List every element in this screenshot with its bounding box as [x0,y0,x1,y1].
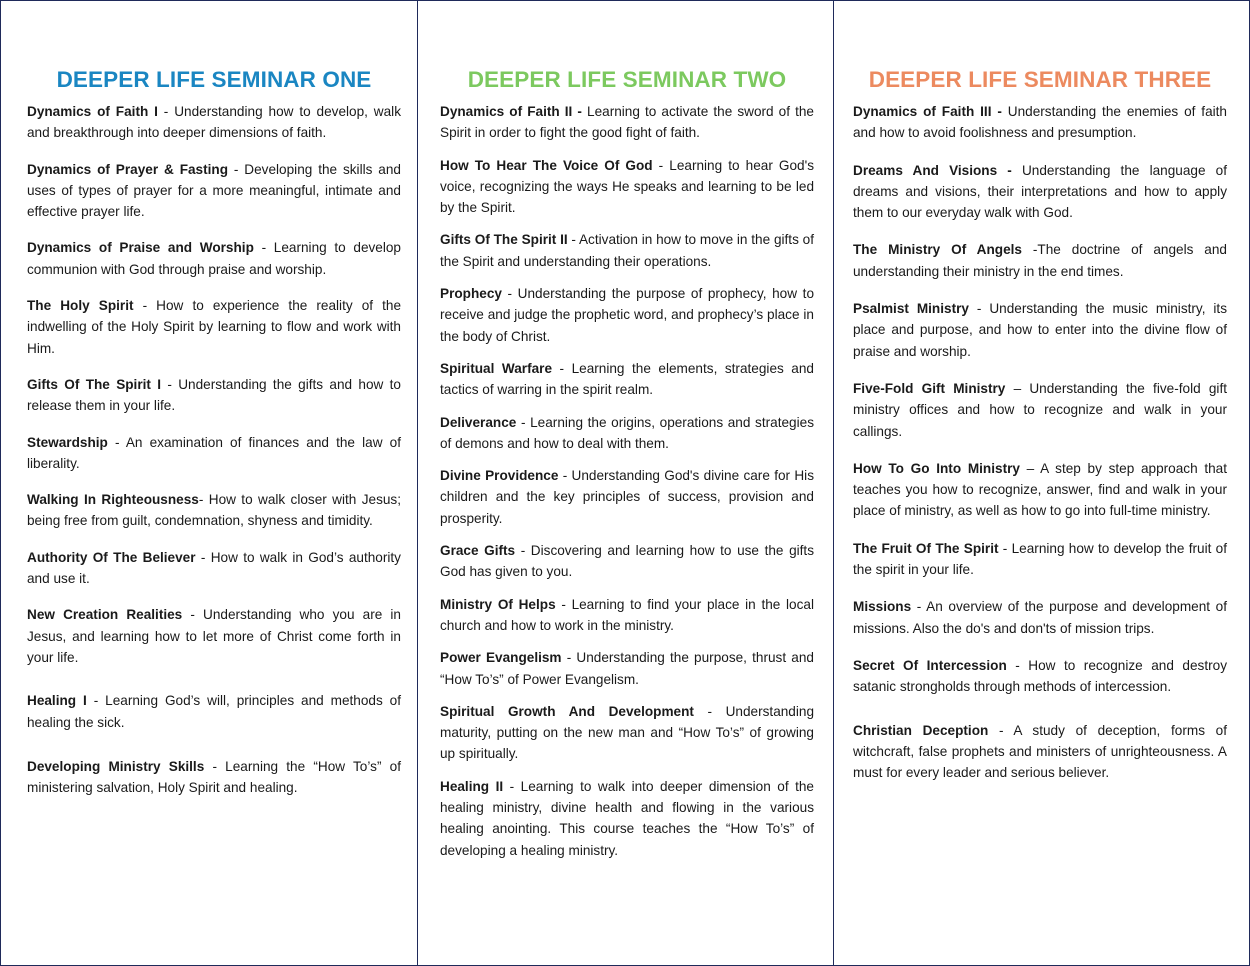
course-name: Dynamics of Faith I [27,104,158,119]
course-entry [440,647,814,690]
course-entry [27,604,401,668]
course-name: Spiritual Growth And Development [440,703,694,719]
course-description: - Learning how to develop the fruit of the spirit in your life. [853,540,1227,578]
course-description: - Learning the origins, operations and strategies of demons and how to deal with them. [440,414,814,451]
course-entry [27,374,401,417]
course-name: Ministry Of Helps [440,596,556,612]
course-entry [853,538,1227,581]
course-name: New Creation Realities [27,607,183,623]
course-name: Grace Gifts [440,543,516,559]
course-entry [440,229,814,272]
course-description: - Learning to walk into deeper dimension of the healing ministry, divine health and flowing in the various healing anointing. This course teaches the “How To’s” of developing a healing ministry. [440,778,814,858]
seminar-three-title: DEEPER LIFE SEMINAR THREE [868,67,1212,92]
course-name: Power Evangelism [440,650,562,666]
course-description: - Understanding the music ministry, its place and purpose, and how to enter into the divine flow of praise and worship. [853,301,1227,359]
course-entry [853,378,1227,442]
course-name: Dynamics of Prayer & Fasting [27,161,229,177]
course-entry [853,458,1227,522]
course-description: – A step by step approach that teaches you how to recognize, answer, find and walk in your place of ministry, as well as how to go into full-time ministry. [853,460,1227,519]
course-description: - Understanding the purpose of prophecy, how to receive and judge the prophetic word, and prophecy’s place in the body of Christ. [440,286,814,344]
course-entry [440,540,814,583]
course-entry [27,159,401,223]
course-name: Gifts Of The Spirit I [27,376,162,392]
course-description: -The doctrine of angels and understanding their ministry in the end times. [853,242,1227,279]
course-description: - Learning to hear God's voice, recognizing the ways He speaks and learning to be led by the Spirit. [440,157,814,216]
course-entry [440,155,814,219]
course-entry [440,358,814,401]
course-name: Dreams And Visions - [853,162,1012,178]
course-entry [853,101,1227,144]
course-name: Spiritual Warfare [440,360,553,376]
course-name: Gifts Of The Spirit II [440,232,568,248]
course-name: Divine Providence [440,468,559,484]
course-description: - How to walk closer with Jesus; being free from guilt, condemnation, shyness and timidity. [27,492,401,529]
course-entry [27,756,401,799]
course-description: - Discovering and learning how to use the gifts God has given to you. [440,543,814,580]
course-entry [440,776,814,861]
seminar-three-column [833,1,1249,965]
course-name: Healing II [440,778,504,794]
course-entry [27,690,401,733]
course-entry [853,596,1227,639]
course-entry [853,655,1227,698]
seminar-one-column [1,1,417,965]
course-description: - How to experience the reality of the indwelling of the Holy Spirit by learning to flow and work with Him. [27,298,402,356]
course-name: Missions [853,599,912,615]
course-description: - Understanding how to develop, walk and breakthrough into deeper dimensions of faith. [27,104,401,141]
course-name: Stewardship [27,434,108,450]
seminar-two-column [417,1,833,965]
course-name: Walking In Righteousness [27,492,199,508]
course-entry [440,701,814,765]
course-entry [440,101,814,144]
course-name: Christian Deception [853,722,989,738]
course-entry [27,432,401,475]
course-entry [853,239,1227,282]
course-name: Secret Of Intercession [853,657,1007,673]
course-name: The Ministry Of Angels [853,242,1022,258]
course-name: Healing I [27,693,87,709]
course-name: Prophecy [440,286,502,302]
course-description: Learning to activate the sword of the Spirit in order to fight the good fight of faith. [440,104,814,141]
course-name: The Fruit Of The Spirit [853,540,999,556]
course-name: Developing Ministry Skills [27,758,205,774]
course-description: Understanding the enemies of faith and how to avoid foolishness and presumption. [853,104,1227,141]
course-name: How To Go Into Ministry [853,460,1020,476]
course-entry [853,720,1227,784]
course-name: Dynamics of Praise and Worship [27,240,254,256]
course-entry [27,547,401,590]
course-entry [27,237,401,280]
course-name: Dynamics of Faith III - [853,104,1002,119]
course-name: The Holy Spirit [27,298,134,314]
course-name: Deliverance [440,414,517,430]
course-description: - How to recognize and destroy satanic strongholds through methods of intercession. [853,657,1227,695]
course-description: - An examination of finances and the law of liberality. [27,434,401,471]
course-entry [440,283,814,347]
course-description: - An overview of the purpose and development of missions. Also the do's and don'ts of mission trips. [853,599,1227,636]
course-description: - How to walk in God’s authority and use it. [27,549,401,587]
course-description: – Understanding the five-fold gift ministry offices and how to recognize and walk in your callings. [853,380,1227,439]
course-entry [440,412,814,455]
course-entry [853,160,1227,224]
course-entry [27,101,401,144]
course-description: - Understanding the gifts and how to release them in your life. [27,376,401,414]
seminar-two-title: DEEPER LIFE SEMINAR TWO [467,67,787,92]
course-name: Authority Of The Believer [27,549,196,565]
course-entry [27,295,401,359]
course-entry [440,594,814,637]
course-name: Dynamics of Faith II - [440,104,582,119]
course-name: Psalmist Ministry [853,301,969,317]
course-name: How To Hear The Voice Of God [440,157,653,173]
course-description: - Understanding God's divine care for His children and the key principles of success, provision and prosperity. [440,468,814,526]
course-entry [440,465,814,529]
course-description: - Activation in how to move in the gifts of the Spirit and understanding their operations. [440,232,814,269]
course-description: - Learning to develop communion with God through praise and worship. [27,240,401,277]
course-description: Understanding the language of dreams and visions, their interpretations and how to apply them to our everyday walk with God. [853,162,1227,221]
course-description: - Understanding the purpose, thrust and “How To’s” of Power Evangelism. [440,650,814,687]
course-description: - A study of deception, forms of witchcraft, false prophets and ministers of unrighteousness. A must for every leader and serious believer. [853,722,1227,781]
course-description: - Developing the skills and uses of types of prayer for a more meaningful, intimate and effective prayer life. [27,161,401,220]
course-description: - Learning the “How To’s” of ministering salvation, Holy Spirit and healing. [27,758,401,796]
course-description: - Understanding maturity, putting on the new man and “How To’s” of growing up spiritually. [440,703,815,762]
course-entry [27,489,401,532]
course-description: - Learning the elements, strategies and tactics of warring in the spirit realm. [440,360,814,398]
course-name: Five-Fold Gift Ministry [853,380,1006,396]
course-description: - Understanding who you are in Jesus, and learning how to let more of Christ come forth in your life. [27,607,401,665]
course-description: - Learning to find your place in the local church and how to work in the ministry. [440,596,814,633]
course-description: - Learning God’s will, principles and methods of healing the sick. [27,693,401,730]
seminar-one-title: DEEPER LIFE SEMINAR ONE [56,67,372,92]
course-entry [853,298,1227,362]
